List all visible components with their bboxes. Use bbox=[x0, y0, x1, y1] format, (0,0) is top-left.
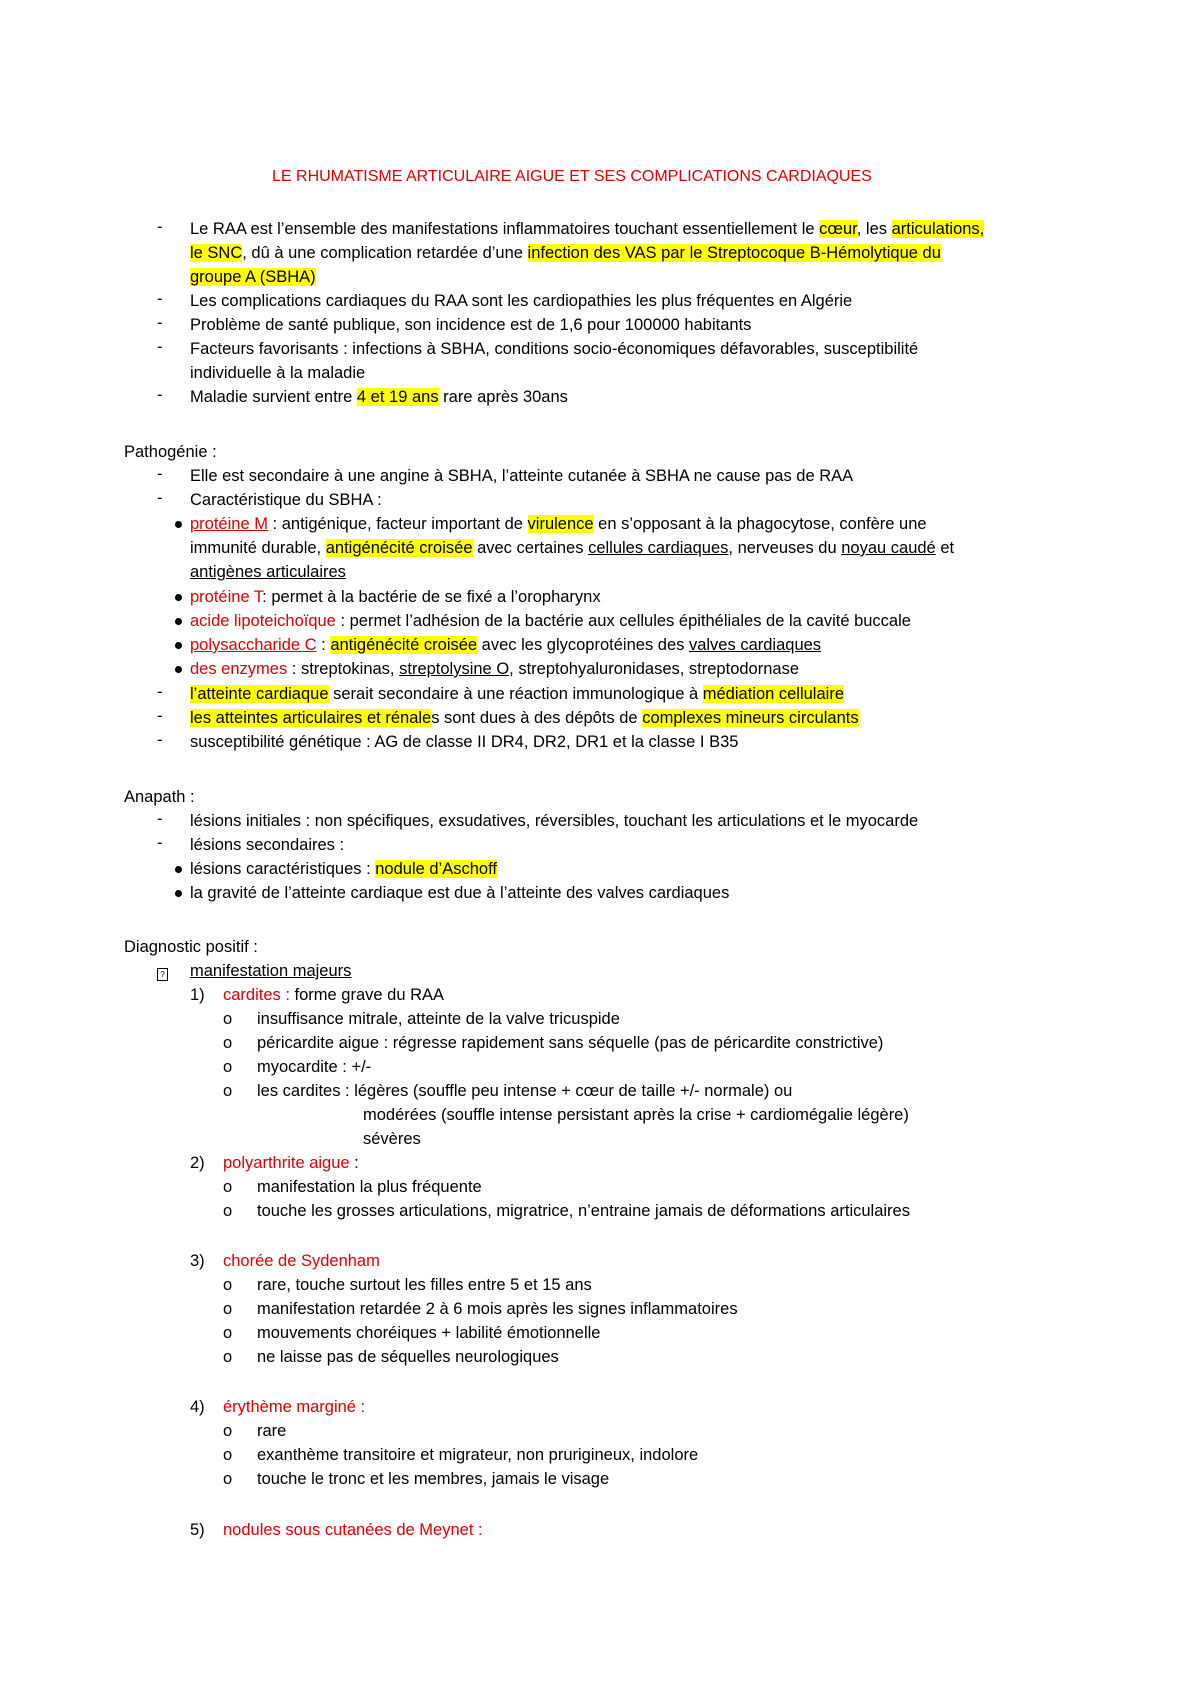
dash-marker: - bbox=[157, 707, 163, 725]
circle-marker: o bbox=[223, 1178, 233, 1196]
diag-subitem: insuffisance mitrale, atteinte de la valve tricuspide bbox=[257, 1010, 620, 1028]
anapath-line: la gravité de l’atteinte cardiaque est due à l’atteinte des valves cardiaques bbox=[190, 884, 730, 902]
diag-item: polyarthrite aigue : bbox=[223, 1154, 359, 1172]
diag-subitem: ne laisse pas de séquelles neurologiques bbox=[257, 1348, 559, 1366]
patho-line: immunité durable, antigénécité croisée avec certaines cellules cardiaques, nerveuses du noyau caudé et bbox=[190, 539, 955, 557]
list-number: 3) bbox=[190, 1252, 205, 1270]
patho-line: polysaccharide C : antigénécité croisée avec les glycoprotéines des valves cardiaques bbox=[190, 636, 822, 654]
list-number: 2) bbox=[190, 1154, 205, 1172]
circle-marker: o bbox=[223, 1324, 233, 1342]
anapath-line: lésions initiales : non spécifiques, exsudatives, réversibles, touchant les articulations et le myocarde bbox=[190, 812, 919, 830]
bullet-dot bbox=[175, 666, 182, 673]
diag-item: nodules sous cutanées de Meynet : bbox=[223, 1521, 483, 1539]
checkbox-icon: ? bbox=[157, 962, 168, 981]
dash-marker: - bbox=[157, 386, 163, 404]
dash-marker: - bbox=[157, 314, 163, 332]
section-heading-diagnostic: Diagnostic positif : bbox=[124, 938, 258, 956]
circle-marker: o bbox=[223, 1348, 233, 1366]
intro-line: individuelle à la maladie bbox=[190, 364, 366, 382]
section-heading-anapath: Anapath : bbox=[124, 788, 195, 806]
list-number: 1) bbox=[190, 986, 205, 1004]
dash-marker: - bbox=[157, 218, 163, 236]
dash-marker: - bbox=[157, 834, 163, 852]
diag-item: érythème marginé : bbox=[223, 1398, 366, 1416]
circle-marker: o bbox=[223, 1202, 233, 1220]
anapath-line: lésions secondaires : bbox=[190, 836, 345, 854]
diag-subitem: manifestation la plus fréquente bbox=[257, 1178, 482, 1196]
list-number: 4) bbox=[190, 1398, 205, 1416]
diag-subitem: péricardite aigue : régresse rapidement sans séquelle (pas de péricardite constrictive) bbox=[257, 1034, 884, 1052]
bullet-dot bbox=[175, 642, 182, 649]
list-number: 5) bbox=[190, 1521, 205, 1539]
diag-subitem: sévères bbox=[363, 1130, 421, 1148]
dash-marker: - bbox=[157, 683, 163, 701]
patho-line: l’atteinte cardiaque serait secondaire à une réaction immunologique à médiation cellulaire bbox=[190, 685, 844, 703]
bullet-dot bbox=[175, 618, 182, 625]
circle-marker: o bbox=[223, 1034, 233, 1052]
patho-line: Elle est secondaire à une angine à SBHA, l’atteinte cutanée à SBHA ne cause pas de RAA bbox=[190, 467, 854, 485]
diag-subheading: manifestation majeurs bbox=[190, 962, 352, 980]
diag-item: chorée de Sydenham bbox=[223, 1252, 380, 1270]
document-title: LE RHUMATISME ARTICULAIRE AIGUE ET SES COMPLICATIONS CARDIAQUES bbox=[272, 168, 872, 185]
patho-line: antigènes articulaires bbox=[190, 563, 346, 581]
bullet-dot bbox=[175, 521, 182, 528]
diag-subitem: mouvements choréiques + labilité émotionnelle bbox=[257, 1324, 601, 1342]
anapath-line: lésions caractéristiques : nodule d’Aschoff bbox=[190, 860, 497, 878]
patho-line: susceptibilité génétique : AG de classe II DR4, DR2, DR1 et la classe I B35 bbox=[190, 733, 739, 751]
dash-marker: - bbox=[157, 489, 163, 507]
patho-line: des enzymes : streptokinas, streptolysine O, streptohyaluronidases, streptodornase bbox=[190, 660, 799, 678]
circle-marker: o bbox=[223, 1082, 233, 1100]
bullet-dot bbox=[175, 594, 182, 601]
dash-marker: - bbox=[157, 731, 163, 749]
patho-line: acide lipoteichoïque : permet l’adhésion de la bactérie aux cellules épithéliales de la cavité buccale bbox=[190, 612, 911, 630]
circle-marker: o bbox=[223, 1422, 233, 1440]
circle-marker: o bbox=[223, 1276, 233, 1294]
dash-marker: - bbox=[157, 465, 163, 483]
bullet-dot bbox=[175, 890, 182, 897]
dash-marker: - bbox=[157, 290, 163, 308]
circle-marker: o bbox=[223, 1058, 233, 1076]
patho-line: Caractéristique du SBHA : bbox=[190, 491, 382, 509]
diag-subitem: rare bbox=[257, 1422, 287, 1440]
diag-item: cardites : forme grave du RAA bbox=[223, 986, 445, 1004]
patho-line: les atteintes articulaires et rénales sont dues à des dépôts de complexes mineurs circulants bbox=[190, 709, 859, 727]
patho-line: protéine T: permet à la bactérie de se fixé a l’oropharynx bbox=[190, 588, 601, 606]
intro-line: Le RAA est l’ensemble des manifestations inflammatoires touchant essentiellement le cœur, les articulations, bbox=[190, 220, 985, 238]
diag-subitem: touche les grosses articulations, migratrice, n’entraine jamais de déformations articulaires bbox=[257, 1202, 910, 1220]
diag-subitem: exanthème transitoire et migrateur, non prurigineux, indolore bbox=[257, 1446, 699, 1464]
circle-marker: o bbox=[223, 1470, 233, 1488]
circle-marker: o bbox=[223, 1446, 233, 1464]
dash-marker: - bbox=[157, 338, 163, 356]
diag-subitem: modérées (souffle intense persistant après la crise + cardiomégalie légère) bbox=[363, 1106, 909, 1124]
diag-subitem: manifestation retardée 2 à 6 mois après les signes inflammatoires bbox=[257, 1300, 738, 1318]
dash-marker: - bbox=[157, 810, 163, 828]
diag-subitem: touche le tronc et les membres, jamais le visage bbox=[257, 1470, 610, 1488]
circle-marker: o bbox=[223, 1010, 233, 1028]
intro-line: Les complications cardiaques du RAA sont les cardiopathies les plus fréquentes en Algérie bbox=[190, 292, 853, 310]
bullet-dot bbox=[175, 866, 182, 873]
intro-line: groupe A (SBHA) bbox=[190, 268, 316, 286]
intro-line: Facteurs favorisants : infections à SBHA, conditions socio-économiques défavorables, susceptibilité bbox=[190, 340, 919, 358]
diag-subitem: les cardites : légères (souffle peu intense + cœur de taille +/- normale) ou bbox=[257, 1082, 793, 1100]
diag-subitem: myocardite : +/- bbox=[257, 1058, 372, 1076]
intro-line: le SNC, dû à une complication retardée d’une infection des VAS par le Streptocoque B-Hémolytique du bbox=[190, 244, 941, 262]
intro-line: Maladie survient entre 4 et 19 ans rare après 30ans bbox=[190, 388, 568, 406]
intro-line: Problème de santé publique, son incidence est de 1,6 pour 100000 habitants bbox=[190, 316, 752, 334]
circle-marker: o bbox=[223, 1300, 233, 1318]
diag-subitem: rare, touche surtout les filles entre 5 et 15 ans bbox=[257, 1276, 592, 1294]
section-heading-pathogenie: Pathogénie : bbox=[124, 443, 217, 461]
patho-line: protéine M : antigénique, facteur important de virulence en s’opposant à la phagocytose, confère une bbox=[190, 515, 927, 533]
